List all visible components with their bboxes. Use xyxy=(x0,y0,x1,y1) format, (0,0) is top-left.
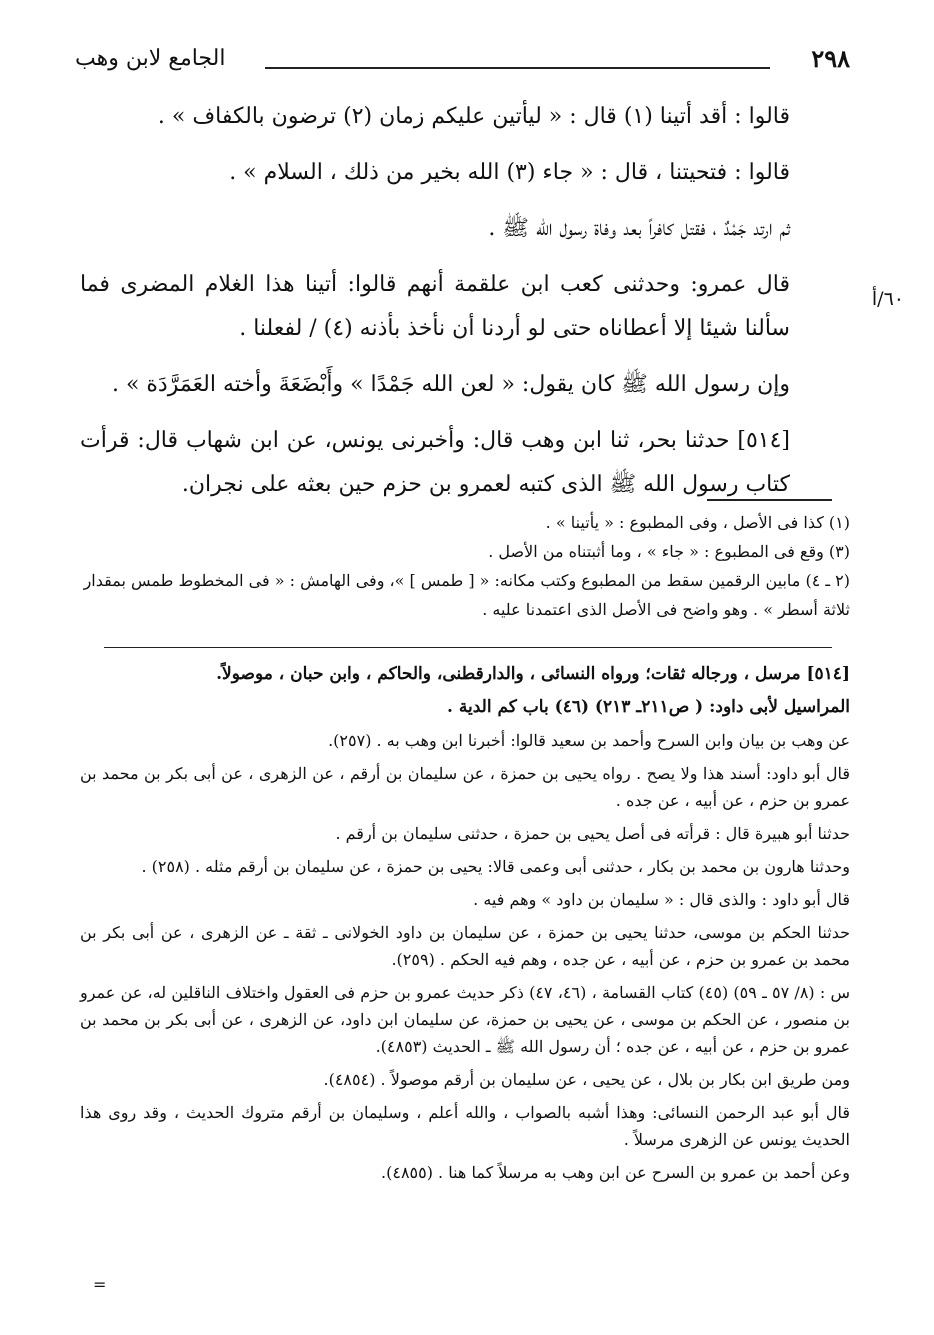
footnotes xyxy=(80,508,850,624)
commentary-line: وعن أحمد بن عمرو بن السرح عن ابن وهب به مرسلاً كما هنا . (٤٨٥٥). xyxy=(381,1163,850,1182)
page-mark: = xyxy=(93,1275,107,1294)
header-rule xyxy=(265,67,770,69)
main-paragraph: [٥١٤] حدثنا بحر، ثنا ابن وهب قال: وأخبرنى يونس، عن ابن شهاب قال: قرأت كتاب رسول الله ﷺ الذى كتبه لعمرو بن حزم حين بعثه على نجران. xyxy=(80,428,790,497)
book-title: الجامع لابن وهب xyxy=(75,46,226,71)
commentary-separator xyxy=(104,647,832,648)
footnote: (٣) وقع فى المطبوع : « جاء » ، وما أثبتناه من الأصل . xyxy=(488,542,850,561)
main-paragraph: قالوا : أقد أتينا (١) قال : « ليأتين عليكم زمان (٢) ترضون بالكفاف » . xyxy=(157,104,790,129)
commentary-line: س : (٨/ ٥٧ ـ ٥٩) (٤٥) كتاب القسامة ، (٤٦، ٤٧) ذكر حديث عمرو بن حزم فى العقول واختلاف الناقلين له، عن عمرو بن منصور ، عن الحكم بن موسى ، عن يحيى بن حمزة، عن سليمان ابن داود، عن الزهرى ، عن أبى بكر بن محمد بن عمرو بن حزم ، عن أبيه ، عن جده ؛ أن رسول الله ﷺ ـ الحديث (٤٨٥٣). xyxy=(80,983,851,1056)
main-paragraph: ثم ارتد جَمْدٌ ، فقتل كافراً بعد وفاة رسول الله ﷺ . xyxy=(488,216,790,241)
footnote-rule xyxy=(707,499,832,501)
page-header xyxy=(75,42,850,82)
main-text xyxy=(80,95,790,519)
footnote: (٢ ـ ٤) مابين الرقمين سقط من المطبوع وكتب مكانه: « [ طمس ] »، وفى الهامش : « فى المخطوط طمس بمقدار ثلاثة أسطر » . وهو واضح فى الأصل الذى اعتمدنا عليه . xyxy=(83,571,850,619)
commentary-line: قال أبو داود : والذى قال : « سليمان بن داود » وهم فيه . xyxy=(473,890,850,909)
footnote: (١) كذا فى الأصل ، وفى المطبوع : « يأتينا » . xyxy=(545,513,850,532)
commentary-heading: [٥١٤] مرسل ، ورجاله ثقات؛ ورواه النسائى ، والدارقطنى، والحاكم ، وابن حبان ، موصولاً. xyxy=(216,664,850,684)
page-number: ٢٩٨ xyxy=(811,44,850,73)
main-paragraph: قالوا : فتحيتنا ، قال : « جاء (٣) الله بخير من ذلك ، السلام » . xyxy=(229,160,790,185)
main-paragraph: قال عمرو: وحدثنى كعب ابن علقمة أنهم قالوا: أتينا هذا الغلام المضرى فما سألنا شيئا إلا أعطاناه حتى لو أردنا أن نأخذ بأذنه (٤) / لفعلنا . xyxy=(80,272,790,341)
commentary-line: حدثنا أبو هبيرة قال : قرأته فى أصل يحيى بن حمزة ، حدثنى سليمان بن أرقم . xyxy=(335,824,850,843)
margin-folio-note: ٦٠/أ xyxy=(871,288,904,310)
commentary-line: ومن طريق ابن بكار بن بلال ، عن يحيى ، عن سليمان بن أرقم موصولاً . (٤٨٥٤). xyxy=(323,1070,850,1089)
commentary-line: المراسيل لأبى داود: ( ص٢١١ـ ٢١٣) (٤٦) باب كم الدية . xyxy=(447,697,850,717)
commentary-line: قال أبو عبد الرحمن النسائى: وهذا أشبه بالصواب ، والله أعلم ، وسليمان بن أرقم متروك الحديث ، وقد روى هذا الحديث يونس عن الزهرى مرسلاً . xyxy=(80,1103,850,1149)
commentary-line: قال أبو داود: أسند هذا ولا يصح . رواه يحيى بن حمزة ، عن سليمان بن أرقم ، عن الزهرى ، عن أبى بكر بن محمد بن عمرو بن حزم ، عن أبيه ، عن جده . xyxy=(80,764,850,810)
commentary-line: وحدثنا هارون بن محمد بن بكار ، حدثنى أبى وعمى قالا: يحيى بن حمزة ، عن سليمان بن أرقم مثله . (٢٥٨) . xyxy=(141,857,850,876)
commentary-line: عن وهب بن بيان وابن السرح وأحمد بن سعيد قالوا: أخبرنا ابن وهب به . (٢٥٧). xyxy=(328,731,850,750)
commentary xyxy=(80,661,850,1192)
main-paragraph: وإن رسول الله ﷺ كان يقول: « لعن الله جَمْدًا » وأَبْضَعَةَ وأخته العَمَرَّدَة » . xyxy=(111,372,790,397)
commentary-line: حدثنا الحكم بن موسى، حدثنا يحيى بن حمزة ، عن سليمان بن داود الخولانى ـ ثقة ـ عن الزهرى ، عن أبى بكر بن محمد بن عمرو بن حزم ، عن أبيه ، عن جده ، وهم فيه الحكم . (٢٥٩). xyxy=(80,923,850,969)
